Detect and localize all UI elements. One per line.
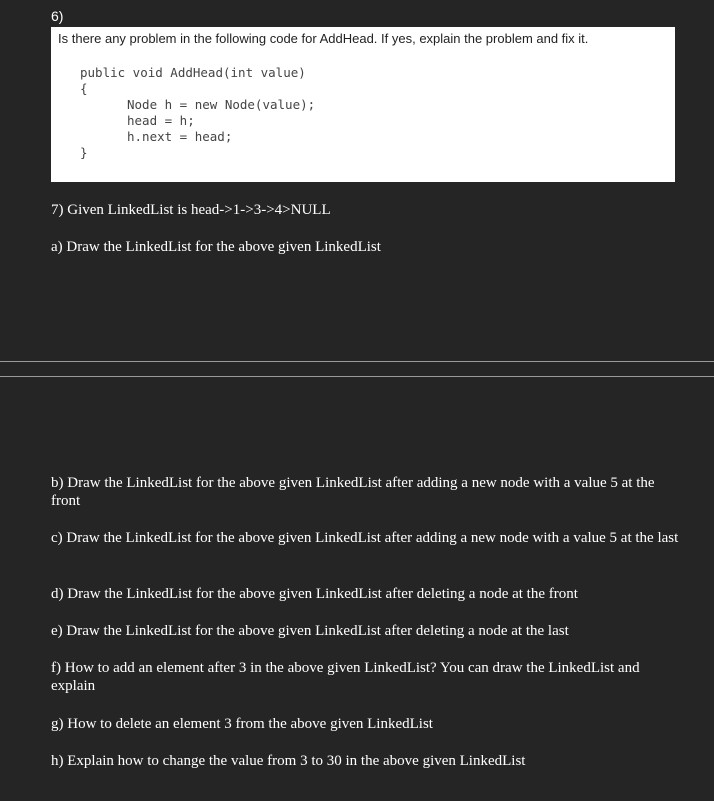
code-line-open-brace: { bbox=[80, 81, 88, 96]
divider-bottom bbox=[0, 376, 714, 377]
question-7a: a) Draw the LinkedList for the above given LinkedList bbox=[51, 239, 381, 255]
code-line-close-brace: } bbox=[80, 145, 88, 160]
question-6-number: 6) bbox=[51, 8, 64, 24]
divider-top bbox=[0, 361, 714, 362]
question-7c: c) Draw the LinkedList for the above given LinkedList after adding a new node with a value 5 at the last bbox=[51, 530, 679, 546]
question-7f: f) How to add an element after 3 in the above given LinkedList? You can draw the LinkedList and explain bbox=[51, 660, 640, 694]
question-7-intro: 7) Given LinkedList is head->1->3->4>NULL bbox=[51, 202, 331, 218]
question-7e: e) Draw the LinkedList for the above given LinkedList after deleting a node at the last bbox=[51, 623, 569, 639]
question-7d: d) Draw the LinkedList for the above given LinkedList after deleting a node at the front bbox=[51, 586, 578, 602]
question-7g: g) How to delete an element 3 from the above given LinkedList bbox=[51, 716, 433, 732]
question-7b: b) Draw the LinkedList for the above given LinkedList after adding a new node with a value 5 at the front bbox=[51, 475, 655, 509]
code-line-assign-head: head = h; bbox=[127, 113, 195, 128]
code-line-assign-next: h.next = head; bbox=[127, 129, 233, 144]
code-line-new-node: Node h = new Node(value); bbox=[127, 97, 316, 112]
question-6-text: Is there any problem in the following code for AddHead. If yes, explain the problem and fix it. bbox=[58, 31, 589, 46]
question-7h: h) Explain how to change the value from 3 to 30 in the above given LinkedList bbox=[51, 753, 526, 769]
code-line-signature: public void AddHead(int value) bbox=[80, 65, 306, 80]
question-6-card bbox=[51, 27, 675, 182]
